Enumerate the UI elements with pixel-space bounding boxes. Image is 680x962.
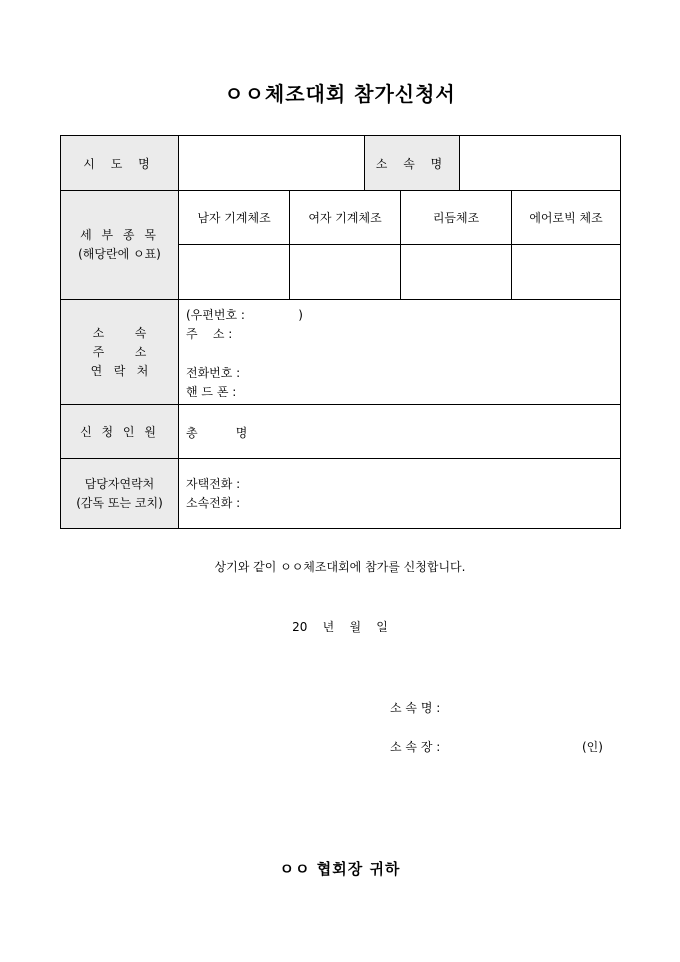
application-statement: 상기와 같이 ㅇㅇ체조대회에 참가를 신청합니다.	[214, 560, 466, 574]
contact-label-line2: (감독 또는 코치)	[76, 495, 163, 510]
affiliation-value-field[interactable]	[460, 136, 620, 190]
event-mark-men-artistic[interactable]	[179, 245, 289, 299]
applicants-count-field[interactable]: 총 명	[186, 426, 248, 440]
affiliation-label: 소 속 명	[365, 136, 459, 190]
grid-line	[61, 458, 620, 459]
signature-org-field[interactable]: 소 속 명 :	[390, 701, 441, 715]
event-mark-women-artistic[interactable]	[290, 245, 400, 299]
events-label-line1: 세 부 종 목	[80, 228, 159, 242]
event-header-men-artistic: 남자 기계체조	[197, 211, 271, 225]
event-header-women-artistic: 여자 기계체조	[308, 211, 382, 225]
applicants-label: 신 청 인 원	[61, 405, 178, 458]
grid-line	[61, 299, 620, 300]
event-header-aerobic: 에어로빅 체조	[529, 211, 603, 225]
phone-field[interactable]: 전화번호 :	[186, 366, 241, 380]
grid-line	[178, 136, 179, 528]
contact-field-area[interactable]	[179, 459, 620, 528]
event-mark-aerobic[interactable]	[512, 245, 620, 299]
grid-line	[61, 190, 620, 191]
page-title: ㅇㅇ체조대회 참가신청서	[224, 82, 456, 106]
address-label-line3: 연 락 처	[90, 363, 149, 378]
address-field-area[interactable]	[179, 300, 620, 404]
region-value-field[interactable]	[179, 136, 364, 190]
grid-line	[364, 136, 365, 190]
office-phone-field[interactable]: 소속전화 :	[186, 496, 241, 510]
grid-line	[459, 136, 460, 190]
contact-label	[61, 459, 178, 528]
address-label-line1: 소 속	[92, 325, 147, 340]
postal-code-field[interactable]: (우편번호 : )	[186, 308, 303, 322]
signature-head-field[interactable]: 소 속 장 :	[390, 740, 441, 754]
mobile-field[interactable]: 핸 드 폰 :	[186, 385, 237, 399]
event-mark-rhythmic[interactable]	[401, 245, 511, 299]
home-phone-field[interactable]: 자택전화 :	[186, 477, 241, 491]
address-label-line2: 주 소	[92, 344, 147, 359]
events-label-line2: (해당란에 ㅇ표)	[78, 247, 161, 261]
contact-label-line1: 담당자연락처	[84, 476, 155, 491]
events-label	[61, 191, 178, 299]
addressee: ㅇㅇ 협회장 귀하	[279, 860, 401, 878]
applicants-field-area[interactable]	[179, 405, 620, 458]
address-label	[61, 300, 178, 404]
region-label: 시 도 명	[61, 136, 178, 190]
date-line[interactable]: 20 년 월 일	[292, 620, 388, 634]
event-header-rhythmic: 리듬체조	[432, 211, 480, 225]
address-field[interactable]: 주 소 :	[186, 327, 233, 341]
grid-line	[61, 404, 620, 405]
grid-line	[178, 244, 620, 245]
seal-mark: (인)	[582, 740, 603, 754]
application-form-table	[60, 135, 621, 529]
